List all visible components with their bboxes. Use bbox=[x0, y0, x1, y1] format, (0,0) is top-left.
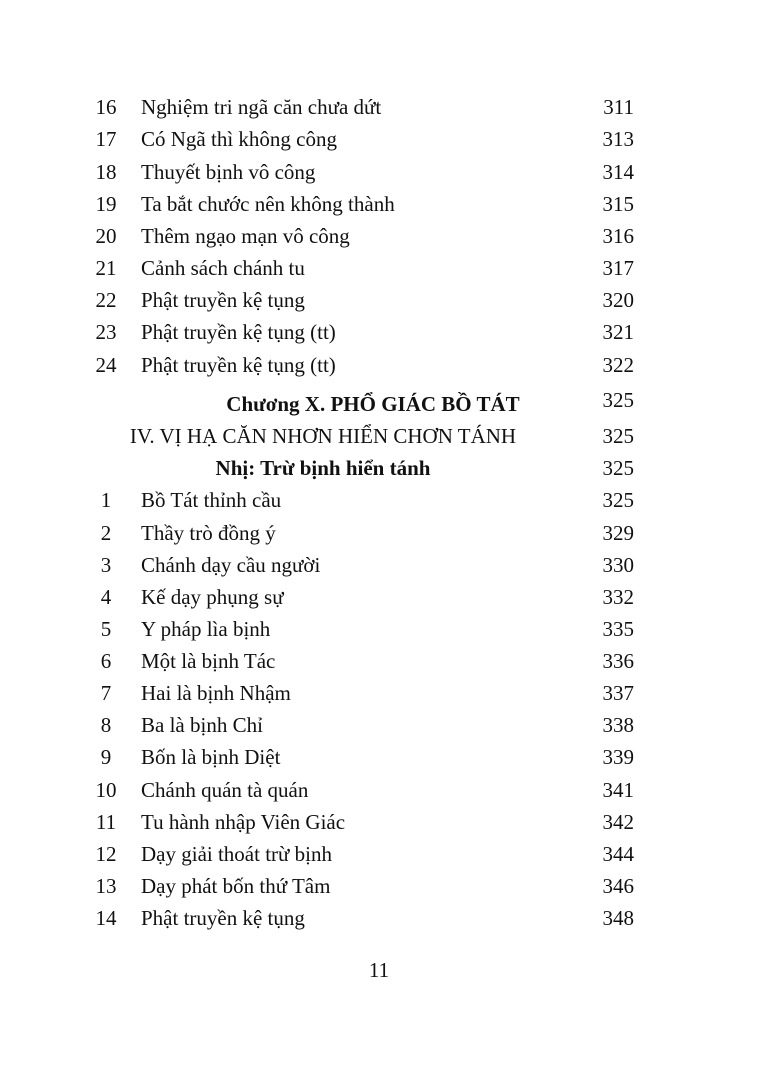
entry-title: Bốn là bịnh Diệt bbox=[141, 745, 281, 769]
entry-number: 16 bbox=[95, 95, 117, 119]
entry-number: 21 bbox=[95, 256, 117, 280]
toc-entry bbox=[0, 839, 758, 869]
subsection-title: Nhị: Trừ bịnh hiển tánh bbox=[215, 456, 431, 480]
entry-title: Phật truyền kệ tụng (tt) bbox=[141, 320, 336, 344]
toc-entry bbox=[0, 253, 758, 283]
toc-entry bbox=[0, 189, 758, 219]
entry-page: 322 bbox=[602, 353, 634, 377]
entry-page: 320 bbox=[602, 288, 634, 312]
section-heading bbox=[0, 421, 758, 451]
entry-number: 20 bbox=[95, 224, 117, 248]
toc-entry bbox=[0, 742, 758, 772]
entry-title: Cảnh sách chánh tu bbox=[141, 256, 305, 280]
entry-title: Nghiệm tri ngã căn chưa dứt bbox=[141, 95, 382, 119]
entry-number: 9 bbox=[100, 745, 112, 769]
entry-page: 316 bbox=[602, 224, 634, 248]
entry-title: Phật truyền kệ tụng (tt) bbox=[141, 353, 336, 377]
toc-entry bbox=[0, 485, 758, 515]
entry-page: 335 bbox=[602, 617, 634, 641]
entry-number: 22 bbox=[95, 288, 117, 312]
entry-page: 341 bbox=[602, 778, 634, 802]
entry-page: 337 bbox=[602, 681, 634, 705]
entry-number: 6 bbox=[100, 649, 112, 673]
entry-title: Bồ Tát thỉnh cầu bbox=[141, 488, 282, 512]
toc-entry bbox=[0, 92, 758, 122]
entry-page: 311 bbox=[603, 95, 634, 119]
toc-entry bbox=[0, 124, 758, 154]
entry-number: 17 bbox=[95, 127, 117, 151]
entry-title: Dạy giải thoát trừ bịnh bbox=[141, 842, 333, 866]
toc-entry bbox=[0, 285, 758, 315]
chapter-heading bbox=[0, 389, 758, 419]
page-number: 11 bbox=[368, 958, 390, 982]
chapter-title: Chương X. PHỔ GIÁC BỒ TÁT bbox=[226, 392, 520, 416]
entry-number: 13 bbox=[95, 874, 117, 898]
entry-title: Ba là bịnh Chỉ bbox=[141, 713, 263, 737]
entry-page: 330 bbox=[602, 553, 634, 577]
toc-entry bbox=[0, 157, 758, 187]
entry-page: 314 bbox=[602, 160, 634, 184]
entry-number: 14 bbox=[95, 906, 117, 930]
entry-number: 23 bbox=[95, 320, 117, 344]
entry-number: 3 bbox=[100, 553, 112, 577]
toc-entry bbox=[0, 775, 758, 805]
entry-title: Chánh quán tà quán bbox=[141, 778, 309, 802]
entry-page: 336 bbox=[602, 649, 634, 673]
entry-page: 344 bbox=[602, 842, 634, 866]
toc-entry bbox=[0, 678, 758, 708]
entry-number: 19 bbox=[95, 192, 117, 216]
entry-page: 317 bbox=[602, 256, 634, 280]
entry-page: 315 bbox=[602, 192, 634, 216]
toc-entry bbox=[0, 807, 758, 837]
subsection-page: 325 bbox=[602, 456, 634, 480]
toc-entry bbox=[0, 350, 758, 380]
entry-page: 348 bbox=[602, 906, 634, 930]
entry-page: 321 bbox=[602, 320, 634, 344]
toc-entry bbox=[0, 221, 758, 251]
entry-title: Phật truyền kệ tụng bbox=[141, 288, 305, 312]
entry-page: 332 bbox=[602, 585, 634, 609]
entry-number: 4 bbox=[100, 585, 112, 609]
entry-title: Chánh dạy cầu người bbox=[141, 553, 321, 577]
entry-number: 1 bbox=[100, 488, 112, 512]
entry-page: 338 bbox=[602, 713, 634, 737]
entry-number: 11 bbox=[95, 810, 117, 834]
toc-entry bbox=[0, 550, 758, 580]
entry-number: 2 bbox=[100, 521, 112, 545]
entry-number: 7 bbox=[100, 681, 112, 705]
chapter-page: 325 bbox=[602, 388, 634, 412]
entry-title: Thầy trò đồng ý bbox=[141, 521, 276, 545]
entry-title: Hai là bịnh Nhậm bbox=[141, 681, 291, 705]
toc-entry bbox=[0, 614, 758, 644]
entry-number: 12 bbox=[95, 842, 117, 866]
section-page: 325 bbox=[602, 424, 634, 448]
entry-title: Y pháp lìa bịnh bbox=[141, 617, 271, 641]
entry-title: Thêm ngạo mạn vô công bbox=[141, 224, 350, 248]
toc-entry bbox=[0, 518, 758, 548]
entry-title: Kế dạy phụng sự bbox=[141, 585, 284, 609]
entry-page: 325 bbox=[602, 488, 634, 512]
entry-title: Ta bắt chước nên không thành bbox=[141, 192, 395, 216]
toc-entry bbox=[0, 317, 758, 347]
entry-number: 8 bbox=[100, 713, 112, 737]
entry-title: Tu hành nhập Viên Giác bbox=[141, 810, 346, 834]
entry-page: 342 bbox=[602, 810, 634, 834]
section-title: IV. VỊ HẠ CĂN NHƠN HIỂN CHƠN TÁNH bbox=[129, 424, 517, 448]
entry-title: Dạy phát bốn thứ Tâm bbox=[141, 874, 331, 898]
entry-number: 24 bbox=[95, 353, 117, 377]
entry-title: Có Ngã thì không công bbox=[141, 127, 337, 151]
toc-entry bbox=[0, 710, 758, 740]
toc-entry bbox=[0, 871, 758, 901]
toc-entry bbox=[0, 582, 758, 612]
entry-number: 5 bbox=[100, 617, 112, 641]
entry-page: 339 bbox=[602, 745, 634, 769]
entry-page: 329 bbox=[602, 521, 634, 545]
subsection-heading bbox=[0, 453, 758, 483]
entry-title: Thuyết bịnh vô công bbox=[141, 160, 316, 184]
toc-entry bbox=[0, 903, 758, 933]
entry-title: Một là bịnh Tác bbox=[141, 649, 276, 673]
toc-entry bbox=[0, 646, 758, 676]
entry-page: 313 bbox=[602, 127, 634, 151]
entry-number: 10 bbox=[95, 778, 117, 802]
entry-page: 346 bbox=[602, 874, 634, 898]
entry-title: Phật truyền kệ tụng bbox=[141, 906, 305, 930]
entry-number: 18 bbox=[95, 160, 117, 184]
